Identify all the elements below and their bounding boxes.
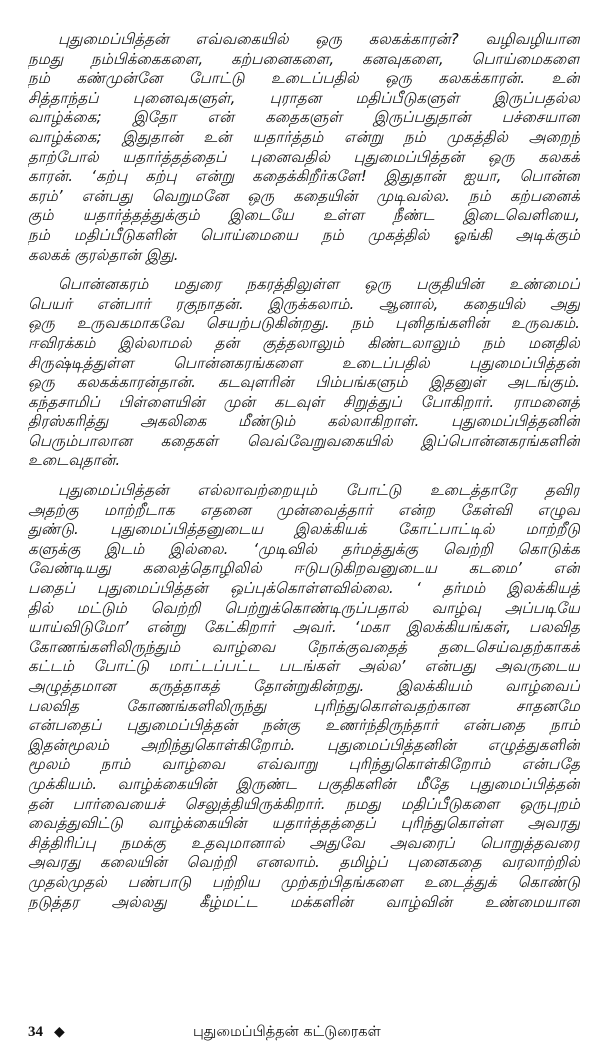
- text-line: காரன். ‘கற்பு கற்பு என்று கதைக்கிறீர்களே! இதுதான் ஐயா, பொன்ன: [28, 167, 580, 186]
- page-number: 34: [28, 1024, 43, 1040]
- text-line: கலகக் குரல்தான் இது.: [28, 245, 179, 264]
- text-line: சித்திரிப்பு நமக்கு உதவுமானால் அதுவே அவரைப் பொறுத்தவரை: [28, 833, 580, 852]
- text-line: நமது நம்பிக்கைகளை, கற்பனைகளை, கனவுகளை, பொய்மைகளை: [28, 49, 580, 68]
- text-line: அதற்கு மாற்றீடாக எதனை முன்வைத்தார் என்ற கேள்வி எழுவ: [28, 500, 580, 519]
- text-line: புதுமைப்பித்தன் எவ்வகையில் ஒரு கலகக்காரன்? வழிவழியான: [58, 30, 580, 48]
- text-line: சித்தாந்தப் புனைவுகளுள், புராதன மதிப்பீடுகளுள் இருப்பதல்ல: [28, 88, 580, 107]
- page-body: [28, 30, 580, 922]
- text-line: என்பதைப் புதுமைப்பித்தன் நன்கு உணர்ந்திருந்தார் என்பதை நாம்: [28, 716, 580, 735]
- text-line: தில் மட்டும் வெற்றி பெற்றுக்கொண்டிருப்பதால் வாழ்வு அப்படியே: [28, 598, 580, 617]
- text-line: ஒரு கலகக்காரன்தான். கடவுளரின் பிம்பங்களும் இதனுள் அடங்கும்.: [28, 373, 580, 392]
- text-line: கரம்’ என்பது வெறுமனே ஒரு கதையின் முடிவல்ல. நம் கற்பனைக்: [28, 186, 580, 205]
- text-line: பெயர் என்பார் ரகுநாதன். இருக்கலாம். ஆனால், கதையில் அது: [28, 294, 580, 313]
- text-line: தன் பார்வையைச் செலுத்தியிருக்கிறார். நமது மதிப்பீடுகளை ஒருபுறம்: [28, 794, 580, 813]
- text-line: பொன்னகரம் மதுரை நகரத்திலுள்ள ஒரு பகுதியின் உண்மைப்: [58, 275, 580, 294]
- paragraph-1: [28, 30, 580, 265]
- text-line: உடைவுதான்.: [28, 451, 121, 470]
- page-footer: [28, 1024, 580, 1048]
- paragraph-2: [28, 275, 580, 471]
- text-line: கோணங்களிலிருந்தும் வாழ்வை நோக்குவதைத் தடைசெய்வதற்காகக்: [28, 637, 580, 656]
- text-line: நடுத்தர அல்லது கீழ்மட்ட மக்களின் வாழ்வின் உண்மையான: [28, 892, 580, 911]
- text-line: துண்டு. புதுமைப்பித்தனுடைய இலக்கியக் கோட்பாட்டில் மாற்றீடு: [28, 520, 580, 539]
- text-line: கந்தசாமிப் பிள்ளையின் முன் கடவுள் சிறுத்துப் போகிறார். ராமனைத்: [28, 392, 580, 411]
- text-line: நம் மதிப்பீடுகளின் பொய்மையை நம் முகத்தில் ஓங்கி அடிக்கும்: [28, 225, 580, 244]
- text-line: அவரது கலையின் வெற்றி எனலாம். தமிழ்ப் புனைகதை வரலாற்றில்: [28, 853, 580, 872]
- text-line: யாய்விடுமோ’ என்று கேட்கிறார் அவர். ‘மகா இலக்கியங்கள், பலவித: [28, 618, 580, 637]
- paragraph-3: [28, 481, 580, 912]
- text-line: முக்கியம். வாழ்க்கையின் இருண்ட பகுதிகளின் மீதே புதுமைப்பித்தன்: [28, 774, 580, 793]
- text-line: களுக்கு இடம் இல்லை. ‘முடிவில் தர்மத்துக்கு வெற்றி கொடுக்க: [28, 539, 580, 558]
- text-line: நம் கண்முன்னே போட்டு உடைப்பதில் ஒரு கலகக்காரன். உன்: [28, 69, 580, 88]
- text-line: பலவித கோணங்களிலிருந்து புரிந்துகொள்வதற்கான சாதனமே: [28, 696, 580, 715]
- text-line: கும் யதார்த்தத்துக்கும் இடையே உள்ள நீண்ட இடைவெளியை,: [28, 206, 580, 225]
- text-line: பெரும்பாலான கதைகள் வெவ்வேறுவகையில் இப்பொன்னகரங்களின்: [28, 431, 580, 450]
- text-line: முதல்முதல் பண்பாடு பற்றிய முற்கற்பிதங்களை உடைத்துக் கொண்டு: [28, 872, 580, 891]
- text-line: ஈவிரக்கம் இல்லாமல் தன் குத்தலாலும் கிண்டலாலும் நம் மனதில்: [28, 333, 580, 352]
- text-line: ஒரு உருவகமாகவே செயற்படுகின்றது. நம் புனிதங்களின் உருவகம்.: [28, 314, 580, 333]
- text-line: புதுமைப்பித்தன் எல்லாவற்றையும் போட்டு உடைத்தாரே தவிர: [58, 481, 580, 500]
- text-line: சிருஷ்டித்துள்ள பொன்னகரங்களை உடைப்பதில் புதுமைப்பித்தன்: [28, 353, 580, 372]
- text-line: வாழ்க்கை; இதோ என் கதைகளுள் இருப்பதுதான் பச்சையான: [28, 108, 580, 127]
- text-line: பதைப் புதுமைப்பித்தன் ஒப்புக்கொள்ளவில்லை. ‘ தர்மம் இலக்கியத்: [28, 579, 580, 598]
- text-line: இதன்மூலம் அறிந்துகொள்கிறோம். புதுமைப்பித்தனின் எழுத்துகளின்: [28, 735, 580, 754]
- text-line: மூலம் நாம் வாழ்வை எவ்வாறு புரிந்துகொள்கிறோம் என்பதே: [28, 755, 580, 774]
- text-line: அழுத்தமான கருத்தாகத் தோன்றுகின்றது. இலக்கியம் வாழ்வைப்: [28, 677, 580, 695]
- running-title: புதுமைப்பித்தன் கட்டுரைகள்: [193, 1024, 381, 1040]
- text-line: வாழ்க்கை; இதுதான் உன் யதார்த்தம் என்று நம் முகத்தில் அறைந்: [28, 127, 580, 146]
- text-line: திரஸ்கரித்து அகலிகை மீண்டும் கல்லாகிறாள். புதுமைப்பித்தனின்: [28, 412, 580, 431]
- text-line: வேண்டியது கலைத்தொழிலில் ஈடுபடுகிறவனுடைய கடமை’ என்: [28, 559, 580, 578]
- diamond-ornament-icon: ◆: [54, 1025, 65, 1040]
- text-line: கட்டம் போட்டு மாட்டப்பட்ட படங்கள் அல்ல’ என்பது அவருடைய: [28, 657, 580, 676]
- text-line: வைத்துவிட்டு வாழ்க்கையின் யதார்த்தத்தைப் புரிந்துகொள்ள அவரது: [28, 814, 580, 833]
- text-line: தாற்போல் யதார்த்தத்தைப் புனைவதில் புதுமைப்பித்தன் ஒரு கலகக்: [28, 147, 580, 166]
